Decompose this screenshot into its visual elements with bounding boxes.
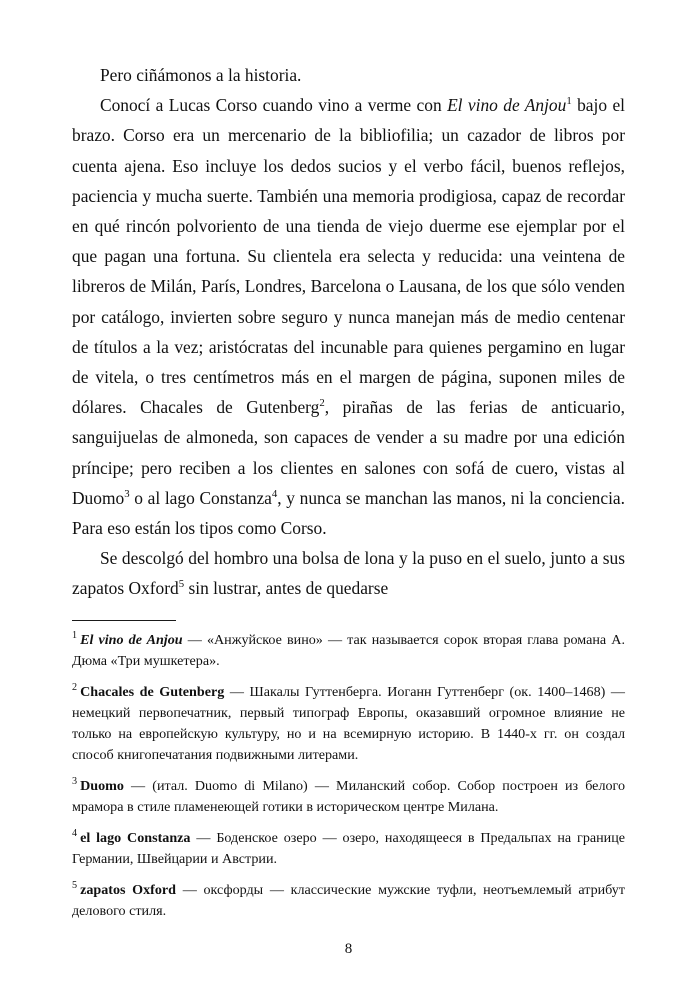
footnotes-block — [72, 630, 625, 922]
footnote-text: — Шакалы Гуттенберга. Иоганн Гуттенберг (ок. 1400–1468) — немецкий первопечатник, первый типограф Европы, оказавший огромное влияние не только на европейскую культуру, но и на всемирную историю. В 1440-х гг. он создал способ книгопечатания подвижными литерами. — [72, 683, 625, 764]
footnote-term: el lago Constanza — [80, 829, 191, 846]
footnote-reference[interactable]: 4 — [271, 488, 278, 501]
footnote-term: Chacales de Gutenberg — [80, 683, 225, 700]
footnote-item — [72, 630, 625, 672]
footnote-item — [72, 880, 625, 922]
footnote-reference[interactable]: 2 — [319, 397, 325, 410]
footnote-term: Duomo — [80, 777, 124, 794]
page-number: 8 — [344, 941, 353, 957]
footnote-reference[interactable]: 1 — [566, 95, 572, 108]
footnote-marker: 4 — [72, 828, 78, 840]
footnote-reference[interactable]: 5 — [178, 578, 185, 591]
footnote-marker: 3 — [72, 776, 78, 788]
footnote-text: — Боденское озеро — озеро, находящееся в Предальпах на границе Германии, Швейцарии и Австрии. — [72, 829, 626, 867]
footnote-item — [72, 682, 625, 767]
footnote-marker: 2 — [72, 681, 78, 693]
footnote-text: — «Анжуйское вино» — так называется сорок вторая глава романа А. Дюма «Три мушкетера». — [72, 631, 626, 669]
footnote-marker: 5 — [72, 880, 78, 891]
paragraph: Se descolgó del hombro una bolsa de lona y la puso en el suelo, junto a sus zapatos Oxford$^5$ sin lustrar, antes de quedarse — [72, 548, 625, 599]
footnote-text: — оксфорды — классические мужские туфли, неотъемлемый атрибут делового стиля. — [72, 881, 626, 919]
paragraph: Pero ciñámonos a la historia. — [100, 65, 302, 85]
italic-title: El vino de Anjou — [447, 95, 567, 116]
footnote-term: El vino de Anjou — [80, 631, 183, 648]
footnote-term: zapatos Oxford — [80, 881, 177, 898]
footnote-marker: 1 — [72, 629, 78, 641]
footnote-item — [72, 776, 625, 818]
footnote-reference[interactable]: 3 — [124, 488, 130, 501]
footnote-separator-rule — [72, 620, 176, 621]
paragraph: Conocí a Lucas Corso cuando vino a verme con El vino de Anjou$^1$ bajo el brazo. Corso era un mercenario de la bibliofilia; un cazador de libros por cuenta ajena. Eso incluye los dedos sucios y el verbo fácil, buenos reflejos, paciencia y mucha suerte. También una memoria prodigiosa, capaz de recordar en qué rincón polvoriento de una tienda de viejo duerme ese ejemplar por el que pagan una fortuna. Su clientela era selecta y reducida: una veintena de libreros de Milán, París, Londres, Barcelona o Lausana, de los que sólo venden por catálogo, invierten sobre seguro y nunca manejan más de medio centenar de títulos a la vez; aristócratas del incunable para quienes pergamino en lugar de vitela, o tres centímetros más en el margen de página, suponen miles de dólares. Chacales de Gutenberg$^2$, pirañas de las ferias de anticuario, sanguijuelas de almoneda, son capaces de vender a su madre por una edición príncipe; pero reciben a los clientes en salones con sofá de cuero, vistas al Duomo$^3$ o al lago Constanza$^4$, y nunca se manchan las manos, ni la conciencia. Para eso están los tipos como Corso. — [72, 95, 625, 539]
body-text-block — [72, 60, 625, 604]
footnote-text: — (итал. Duomo di Milano) — Миланский собор. Собор построен из белого мрамора в стиле пламенеющей готики в историческом центре Милана. — [72, 777, 625, 816]
footnote-item — [72, 828, 625, 870]
